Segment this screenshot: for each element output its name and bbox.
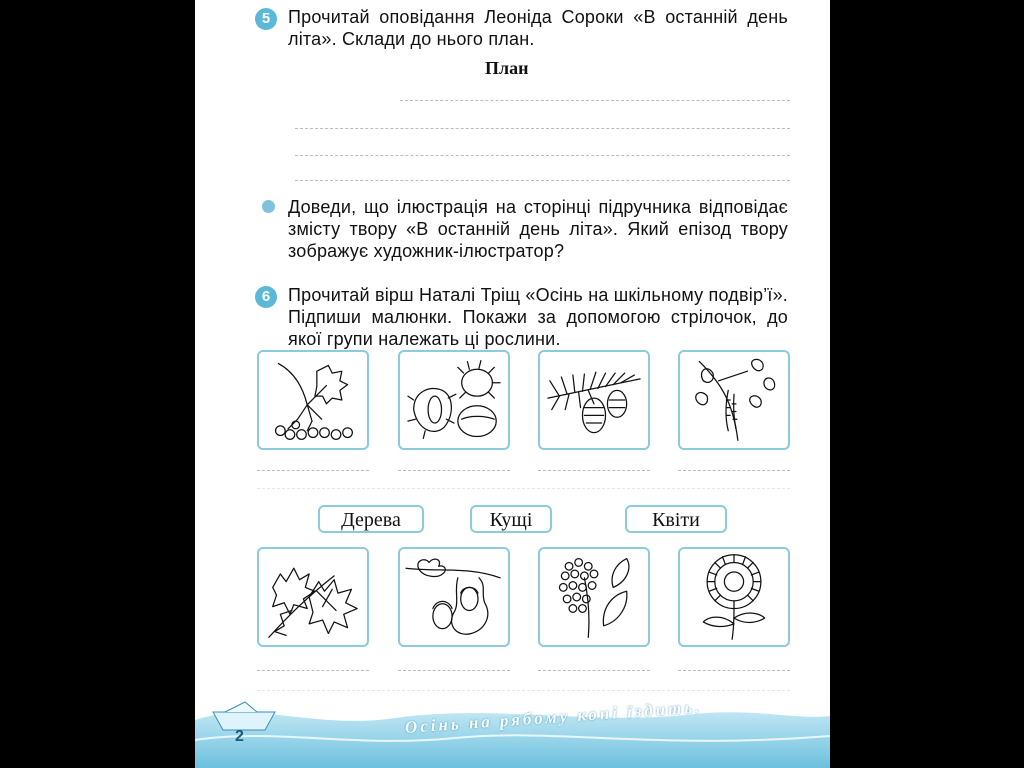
aster-icon (680, 549, 788, 645)
group-label-trees[interactable]: Дерева (318, 505, 424, 533)
label-line[interactable] (398, 470, 510, 471)
chestnut-picture[interactable] (398, 350, 510, 450)
workbook-page (195, 0, 830, 768)
task-extra-text: Доведи, що ілюстрація на сторінці підручника відповідає змісту твору «В останній день літа». Який епізод твору зображує художник-ілюстратор? (288, 197, 788, 261)
answer-line[interactable] (257, 690, 790, 691)
task-5-number: 5 (255, 8, 277, 30)
viburnum-icon (259, 352, 367, 448)
birch-branch-picture[interactable] (678, 350, 790, 450)
label-line[interactable] (398, 670, 510, 671)
answer-line[interactable] (295, 180, 790, 181)
label-line[interactable] (678, 470, 790, 471)
page-number: 2 (235, 728, 244, 745)
plan-title: План (485, 58, 529, 78)
aster-picture[interactable] (678, 547, 790, 647)
group-label-bushes[interactable]: Кущі (470, 505, 552, 533)
birch-branch-icon (680, 352, 788, 448)
label-line[interactable] (678, 670, 790, 671)
pine-branch-picture[interactable] (538, 350, 650, 450)
answer-line[interactable] (295, 155, 790, 156)
task-5-text: Прочитай оповідання Леоніда Сороки «В останній день літа». Склади до нього план. (288, 7, 788, 49)
task-6-number: 6 (255, 286, 277, 308)
label-line[interactable] (257, 670, 369, 671)
oak-acorn-icon (400, 549, 508, 645)
label-line[interactable] (538, 670, 650, 671)
chestnut-icon (400, 352, 508, 448)
answer-line[interactable] (257, 488, 790, 489)
task-6-text: Прочитай вірш Наталі Тріщ «Осінь на шкільному подвір’ї». Підпиши малюнки. Покажи за допомогою стрілочок, до якої групи належать ці рослини. (288, 285, 788, 349)
group-label-flowers[interactable]: Квіти (625, 505, 727, 533)
maple-leaves-icon (259, 549, 367, 645)
maple-leaves-picture[interactable] (257, 547, 369, 647)
footer-motto: Осінь на рябому коні їздить. (404, 697, 703, 737)
viburnum-picture[interactable] (257, 350, 369, 450)
task-bullet (262, 200, 275, 213)
answer-line[interactable] (295, 128, 790, 129)
pine-branch-icon (540, 352, 648, 448)
answer-line[interactable] (400, 100, 790, 101)
lilac-icon (540, 549, 648, 645)
oak-acorn-picture[interactable] (398, 547, 510, 647)
lilac-picture[interactable] (538, 547, 650, 647)
label-line[interactable] (538, 470, 650, 471)
label-line[interactable] (257, 470, 369, 471)
